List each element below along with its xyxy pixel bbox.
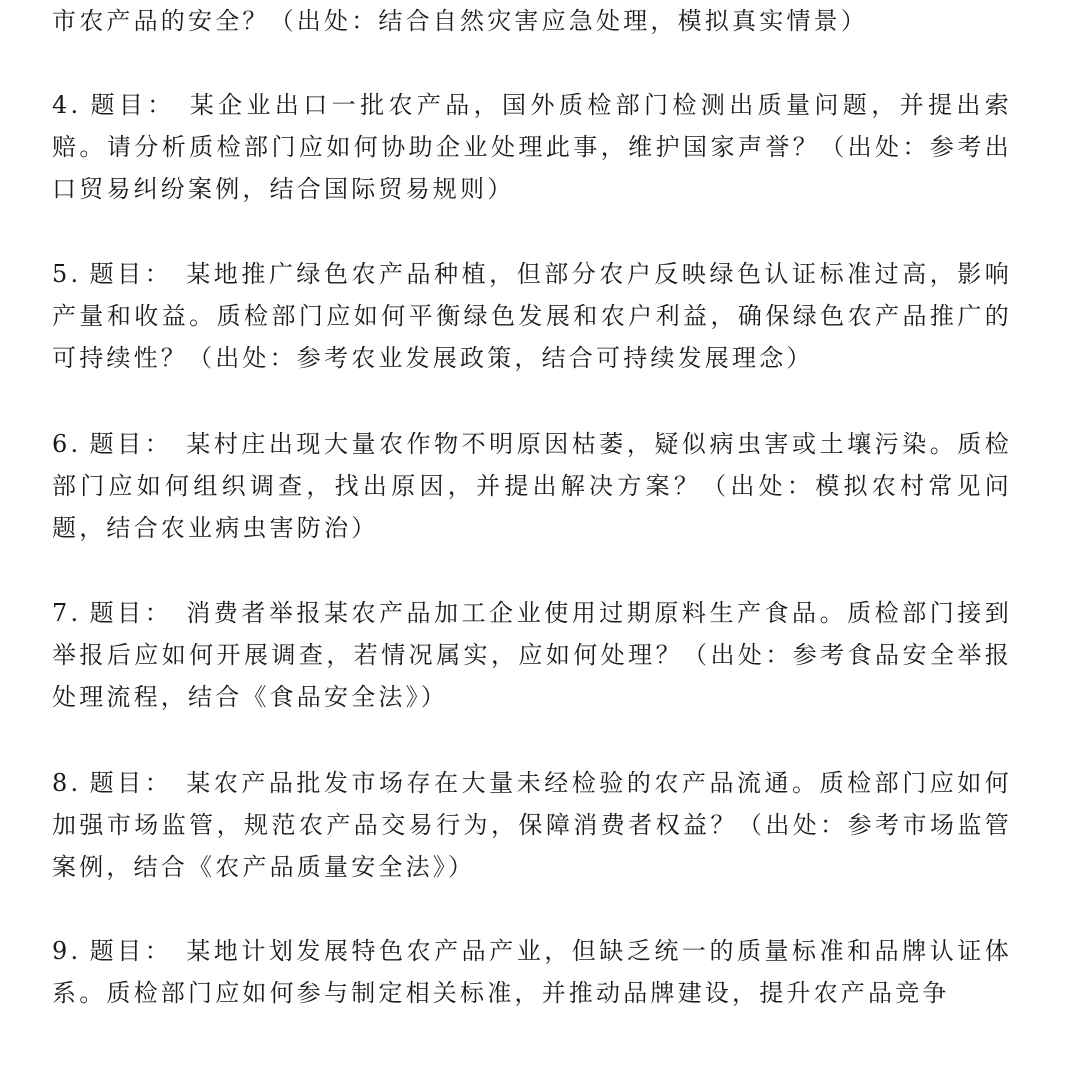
lead-fragment-paragraph <box>52 0 1012 42</box>
question-label: 题目： <box>89 91 176 119</box>
question-label: 题目： <box>89 599 173 627</box>
question-7 <box>52 592 1012 718</box>
question-label: 题目： <box>89 430 173 458</box>
question-number: 8. <box>52 769 82 797</box>
question-5 <box>52 253 1012 379</box>
question-number: 9. <box>52 937 82 965</box>
lead-fragment-text: 市农产品的安全？（出处：结合自然灾害应急处理，模拟真实情景） <box>52 7 868 35</box>
question-number: 5. <box>52 260 82 288</box>
question-8 <box>52 762 1012 888</box>
question-body: 某农产品批发市场存在大量未经检验的农产品流通。质检部门应如何加强市场监管，规范农产品交易行为，保障消费者权益？（出处：参考市场监管案例，结合《农产品质量安全法》） <box>52 769 1012 881</box>
question-label: 题目： <box>89 937 173 965</box>
question-body: 某地推广绿色农产品种植，但部分农户反映绿色认证标准过高，影响产量和收益。质检部门应如何平衡绿色发展和农户利益，确保绿色农产品推广的可持续性？（出处：参考农业发展政策，结合可持续发展理念） <box>52 260 1012 372</box>
question-number: 6. <box>52 430 82 458</box>
question-9 <box>52 930 1012 1014</box>
question-6 <box>52 423 1012 549</box>
question-number: 7. <box>52 599 82 627</box>
question-body: 某地计划发展特色农产品产业，但缺乏统一的质量标准和品牌认证体系。质检部门应如何参与制定相关标准，并推动品牌建设，提升农产品竞争 <box>52 937 1012 1007</box>
question-body: 某村庄出现大量农作物不明原因枯萎，疑似病虫害或土壤污染。质检部门应如何组织调查，找出原因，并提出解决方案？（出处：模拟农村常见问题，结合农业病虫害防治） <box>52 430 1012 542</box>
question-4 <box>52 84 1012 210</box>
question-label: 题目： <box>89 260 173 288</box>
question-label: 题目： <box>89 769 173 797</box>
question-number: 4. <box>52 91 82 119</box>
question-body: 某企业出口一批农产品，国外质检部门检测出质量问题，并提出索赔。请分析质检部门应如何协助企业处理此事，维护国家声誉？（出处：参考出口贸易纠纷案例，结合国际贸易规则） <box>52 91 1012 203</box>
question-body: 消费者举报某农产品加工企业使用过期原料生产食品。质检部门接到举报后应如何开展调查，若情况属实，应如何处理？（出处：参考食品安全举报处理流程，结合《食品安全法》） <box>52 599 1012 711</box>
